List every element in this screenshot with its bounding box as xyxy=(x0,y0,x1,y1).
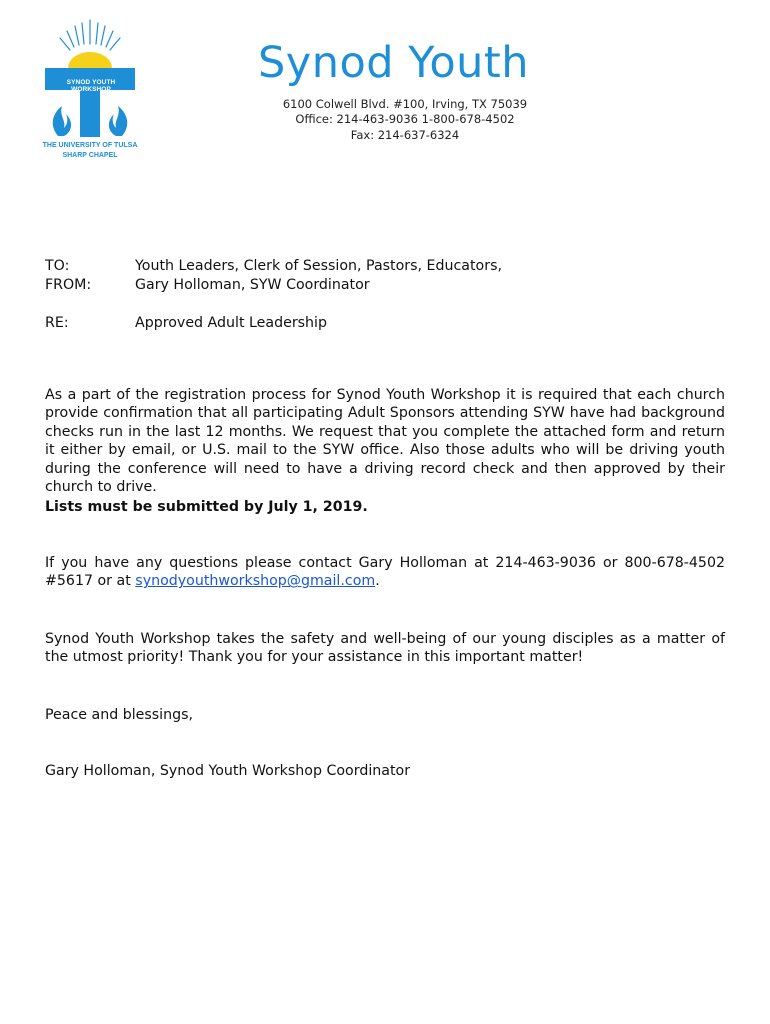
logo-caption-university: THE UNIVERSITY OF TULSA xyxy=(42,142,138,149)
contact-suffix: . xyxy=(375,573,380,590)
closing-text: Peace and blessings, xyxy=(45,707,194,723)
registration-paragraph: As a part of the registration process for Synod Youth Workshop it is required that each church provide confirmation that all participating Adult Sponsors attending SYW have had background checks run in the last 12 months. We request that you complete the attached form and return it either by email, or U.S. mail to the SYW office. Also those adults who will be driving youth during the conference will need to have a driving record check and then approved by their church to drive. xyxy=(45,387,725,496)
letterhead-address: 6100 Colwell Blvd. #100, Irving, TX 75039 xyxy=(282,97,528,111)
memo-to-value: Youth Leaders, Clerk of Session, Pastors, Educators, xyxy=(135,258,502,274)
contact-text: If you have any questions please contact Gary Holloman at 214-463-9036 or 800-678-4502 #5617 or at xyxy=(45,555,725,590)
memo-re-value: Approved Adult Leadership xyxy=(135,315,328,331)
memo-from-value: Gary Holloman, SYW Coordinator xyxy=(135,277,370,293)
letterhead-fax: Fax: 214-637-6324 xyxy=(350,128,460,142)
memo-re-label: RE: xyxy=(45,315,69,331)
logo-caption-chapel: SHARP CHAPEL xyxy=(62,152,118,159)
memo-from-label: FROM: xyxy=(45,277,92,293)
signature-text: Gary Holloman, Synod Youth Workshop Coordinator xyxy=(45,763,411,779)
contact-email-link[interactable]: synodyouthworkshop@gmail.com xyxy=(135,573,376,590)
contact-paragraph xyxy=(45,554,725,591)
letterhead-title: Synod Youth xyxy=(258,38,529,88)
letterhead-phone: Office: 214-463-9036 1-800-678-4502 xyxy=(295,112,515,126)
safety-paragraph: Synod Youth Workshop takes the safety and well-being of our young disciples as a matter of the utmost priority! Thank you for your assistance in this important matter! xyxy=(45,631,725,666)
memo-to-label: TO: xyxy=(45,258,70,274)
deadline-notice: Lists must be submitted by July 1, 2019. xyxy=(45,499,368,515)
synod-youth-workshop-logo xyxy=(30,14,150,164)
logo-banner-text: SYNOD YOUTH WORKSHOP xyxy=(66,79,116,93)
